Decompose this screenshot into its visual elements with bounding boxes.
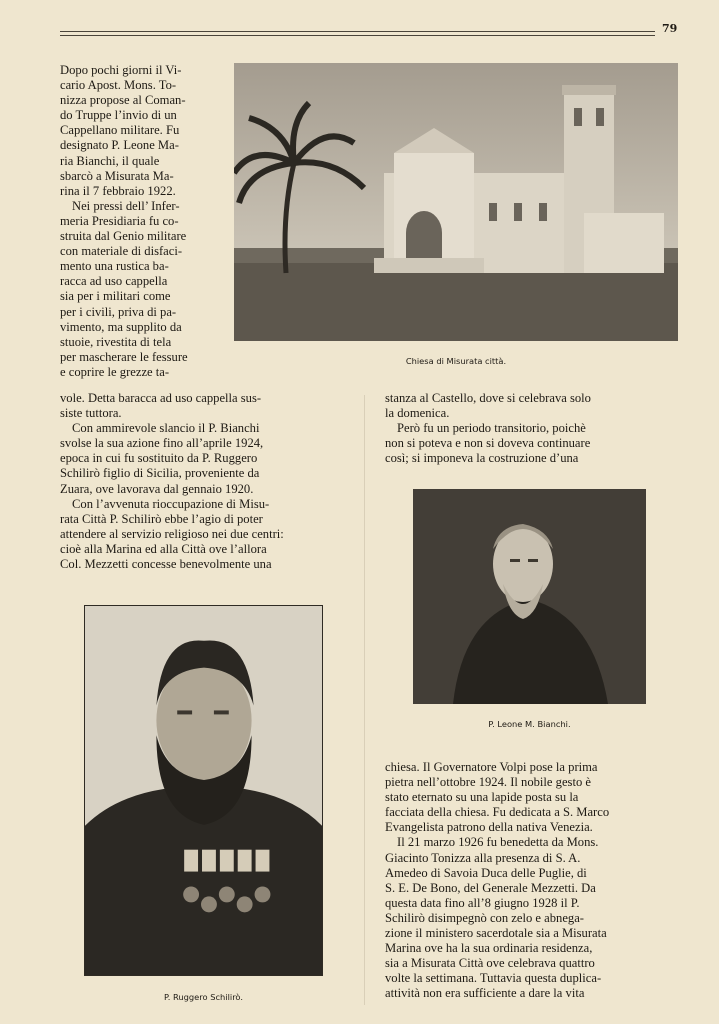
text-line: rina il 7 febbraio 1922. [60, 183, 176, 198]
text-line: per mascherare le fessure [60, 349, 188, 364]
text-line: facciata della chiesa. Fu dedicata a S. Marco [385, 805, 610, 820]
text-line: sbarcò a Misurata Ma- [60, 168, 174, 183]
text-line: Evangelista patrono della nativa Venezia. [385, 820, 593, 835]
church-photo [234, 63, 678, 341]
text-line: la domenica. [385, 406, 450, 421]
text-line: S. E. De Bono, del Generale Mezzetti. Da [385, 880, 596, 895]
text-line: Col. Mezzetti concesse benevolmente una [60, 557, 272, 572]
text-line: questa data fino all’8 giugno 1928 il P. [385, 895, 580, 910]
text-line: cario Apost. Mons. To- [60, 78, 177, 93]
col1-top-text [60, 63, 220, 380]
schiliro-photo [84, 605, 323, 976]
col2-top-text [385, 391, 675, 466]
text-line: Però fu un periodo transitorio, poichè [397, 421, 586, 436]
text-line: Schilirò figlio di Sicilia, proveniente da [60, 466, 260, 481]
col1-mid-text [60, 391, 350, 572]
text-line: per i civili, priva di pa- [60, 304, 177, 319]
header-rule-bottom [60, 35, 655, 36]
text-line: stanza al Castello, dove si celebrava solo [385, 391, 591, 405]
text-line: mento una rustica ba- [60, 259, 169, 274]
text-line: siste tuttora. [60, 406, 122, 421]
text-line: Con ammirevole slancio il P. Bianchi [72, 421, 260, 436]
text-line: sia a Misurata Città ove celebrava quattro [385, 956, 595, 971]
text-line: Schilirò disimpegnò con zelo e abnega- [385, 910, 584, 925]
text-line: ria Bianchi, il quale [60, 153, 160, 168]
text-line: zione il ministero sacerdotale sia a Misurata [385, 926, 607, 941]
text-line: pietra nell’ottobre 1924. Il nobile gesto è [385, 775, 591, 790]
text-line: e coprire le grezze ta- [60, 364, 170, 379]
text-line: Marina ove ha la sua ordinaria residenza, [385, 941, 593, 956]
col2-bottom-text [385, 760, 675, 1002]
text-line: racca ad uso cappella [60, 274, 168, 289]
text-line: attendere al servizio religioso nei due centri: [60, 526, 284, 541]
text-line: struita dal Genio militare [60, 229, 187, 244]
text-line: Nei pressi dell’ Infer- [72, 198, 180, 213]
column-divider [364, 395, 365, 1005]
schiliro-caption: P. Ruggero Schilirò. [163, 992, 243, 1002]
text-line: volte la settimana. Tuttavia questa duplica- [385, 971, 602, 986]
text-line: attività non era sufficiente a dare la vita [385, 986, 585, 1001]
text-line: Giacinto Tonizza alla presenza di S. A. [385, 850, 581, 865]
text-line: svolse la sua azione fino all’aprile 1924, [60, 436, 264, 451]
text-line: Amedeo di Savoia Duca delle Puglie, di [385, 865, 587, 880]
text-line: Con l’avvenuta rioccupazione di Misu- [72, 496, 270, 511]
text-line: con materiale di disfaci- [60, 244, 183, 259]
header-rule-top [60, 31, 655, 32]
text-line: epoca in cui fu sostituito da P. Ruggero [60, 451, 258, 466]
text-line: Cappellano militare. Fu [60, 123, 180, 138]
text-line: meria Presidiaria fu co- [60, 213, 179, 228]
bianchi-photo [413, 489, 646, 704]
text-line: vole. Detta baracca ad uso cappella sus- [60, 391, 262, 405]
text-line: stato eternato su una lapide posta su la [385, 790, 579, 805]
text-line: Zuara, ove lavorava dal gennaio 1920. [60, 481, 254, 496]
text-line: stuoie, rivestita di tela [60, 334, 172, 349]
text-line: nizza propose al Coman- [60, 93, 186, 108]
text-line: do Truppe l’invio di un [60, 108, 177, 123]
church-caption: Chiesa di Misurata città. [405, 356, 507, 366]
text-line: Il 21 marzo 1926 fu benedetta da Mons. [397, 835, 599, 850]
text-line: cioè alla Marina ed alla Città ove l’allora [60, 541, 267, 556]
text-line: rata Città P. Schilirò ebbe l’agio di poter [60, 511, 263, 526]
text-line: Dopo pochi giorni il Vi- [60, 63, 182, 77]
page-number: 79 [662, 22, 678, 35]
text-line: chiesa. Il Governatore Volpi pose la prima [385, 760, 598, 774]
text-line: così; si imponeva la costruzione d’una [385, 451, 579, 466]
text-line: vimento, ma supplito da [60, 319, 182, 334]
bianchi-caption: P. Leone M. Bianchi. [488, 719, 571, 729]
text-line: non si poteva e non si doveva continuare [385, 436, 591, 451]
text-line: sia per i militari come [60, 289, 171, 304]
text-line: designato P. Leone Ma- [60, 138, 179, 153]
